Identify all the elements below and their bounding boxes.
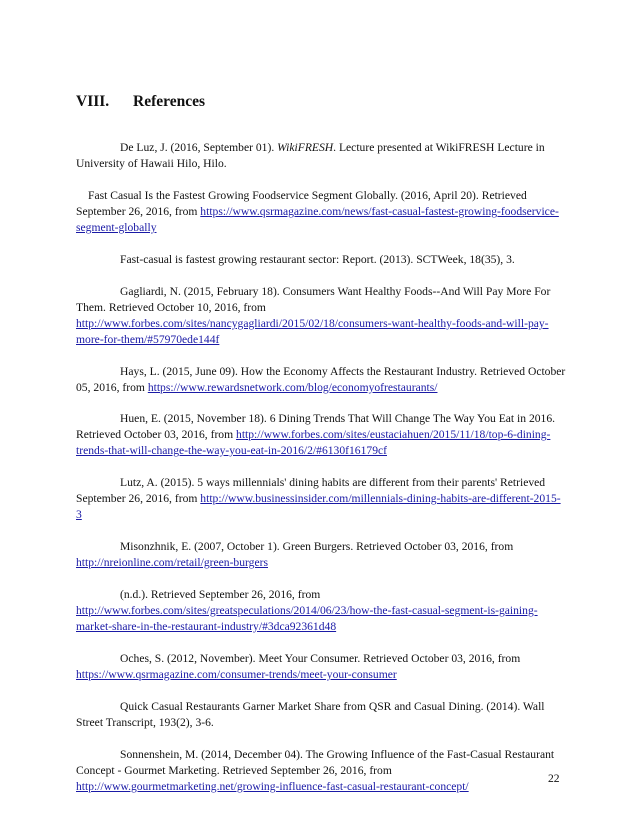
reference-link[interactable]: https://www.qsrmagazine.com/news/fast-casual-fastest-growing-foodservice-segment-globally	[76, 205, 559, 234]
reference-item: Quick Casual Restaurants Garner Market Share from QSR and Casual Dining. (2014). Wall Street Transcript, 193(2), 3-6.	[76, 700, 545, 729]
section-title: References	[133, 93, 206, 110]
reference-link[interactable]: http://nreionline.com/retail/green-burgers	[76, 556, 268, 569]
reference-item: Sonnenshein, M. (2014, December 04). The Growing Influence of the Fast-Casual Restaurant Concept - Gourmet Marketing. Retrieved September 26, 2016, from http://www.gourmetmarketing.net/growing-influence-fast-casual-restaurant-concept/	[76, 748, 555, 793]
section-heading	[76, 93, 205, 111]
reference-link[interactable]: https://www.qsrmagazine.com/consumer-trends/meet-your-consumer	[76, 668, 397, 681]
reference-item: De Luz, J. (2016, September 01). WikiFRESH. Lecture presented at WikiFRESH Lecture in University of Hawaii Hilo, Hilo.	[76, 141, 545, 170]
reference-link[interactable]: http://www.gourmetmarketing.net/growing-influence-fast-casual-restaurant-concept/	[76, 780, 469, 793]
reference-item: Lutz, A. (2015). 5 ways millennials' dining habits are different from their parents' Retrieved September 26, 2016, from http://www.businessinsider.com/millennials-dining-habits-are-different-2015-3	[76, 476, 561, 521]
reference-item: Fast Casual Is the Fastest Growing Foodservice Segment Globally. (2016, April 20). Retrieved September 26, 2016, from https://www.qsrmagazine.com/news/fast-casual-fastest-growing-foodservice-segment-globally	[76, 189, 559, 234]
reference-link[interactable]: http://www.forbes.com/sites/eustaciahuen/2015/11/18/top-6-dining-trends-that-will-change-the-way-you-eat-in-2016/2/#6130f16179cf	[76, 428, 551, 457]
reference-item: Misonzhnik, E. (2007, October 1). Green Burgers. Retrieved October 03, 2016, from http://nreionline.com/retail/green-burgers	[76, 540, 514, 569]
page-number: 22	[548, 772, 560, 785]
reference-item: Hays, L. (2015, June 09). How the Economy Affects the Restaurant Industry. Retrieved October 05, 2016, from https://www.rewardsnetwork.com/blog/economyofrestaurants/	[76, 365, 566, 394]
reference-item: (n.d.). Retrieved September 26, 2016, from http://www.forbes.com/sites/greatspeculations/2014/06/23/how-the-fast-casual-segment-is-gaining-market-share-in-the-restaurant-industry/#3dca92361d48	[76, 588, 538, 633]
reference-link[interactable]: http://www.forbes.com/sites/nancygagliardi/2015/02/18/consumers-want-healthy-foods-and-will-pay-more-for-them/#57970ede144f	[76, 317, 549, 346]
section-number: VIII.	[76, 93, 110, 110]
reference-item: Oches, S. (2012, November). Meet Your Consumer. Retrieved October 03, 2016, from https://www.qsrmagazine.com/consumer-trends/meet-your-consumer	[76, 652, 521, 681]
reference-link[interactable]: https://www.rewardsnetwork.com/blog/economyofrestaurants/	[147, 381, 438, 394]
reference-item: Huen, E. (2015, November 18). 6 Dining Trends That Will Change The Way You Eat in 2016. Retrieved October 03, 2016, from http://www.forbes.com/sites/eustaciahuen/2015/11/18/top-6-dining-trends-that-will-change-the-way-you-eat-in-2016/2/#6130f16179cf	[76, 412, 556, 457]
reference-item: Gagliardi, N. (2015, February 18). Consumers Want Healthy Foods--And Will Pay More For Them. Retrieved October 10, 2016, from http://www.forbes.com/sites/nancygagliardi/2015/02/18/consumers-want-healthy-foods-and-will-pay-more-for-them/#57970ede144f	[76, 285, 551, 346]
reference-link[interactable]: http://www.businessinsider.com/millennials-dining-habits-are-different-2015-3	[76, 492, 561, 521]
reference-item: Fast-casual is fastest growing restaurant sector: Report. (2013). SCTWeek, 18(35), 3.	[120, 253, 515, 266]
reference-link[interactable]: http://www.forbes.com/sites/greatspeculations/2014/06/23/how-the-fast-casual-segment-is-gaining-market-share-in-the-restaurant-industry/#3dca92361d48	[76, 604, 538, 633]
